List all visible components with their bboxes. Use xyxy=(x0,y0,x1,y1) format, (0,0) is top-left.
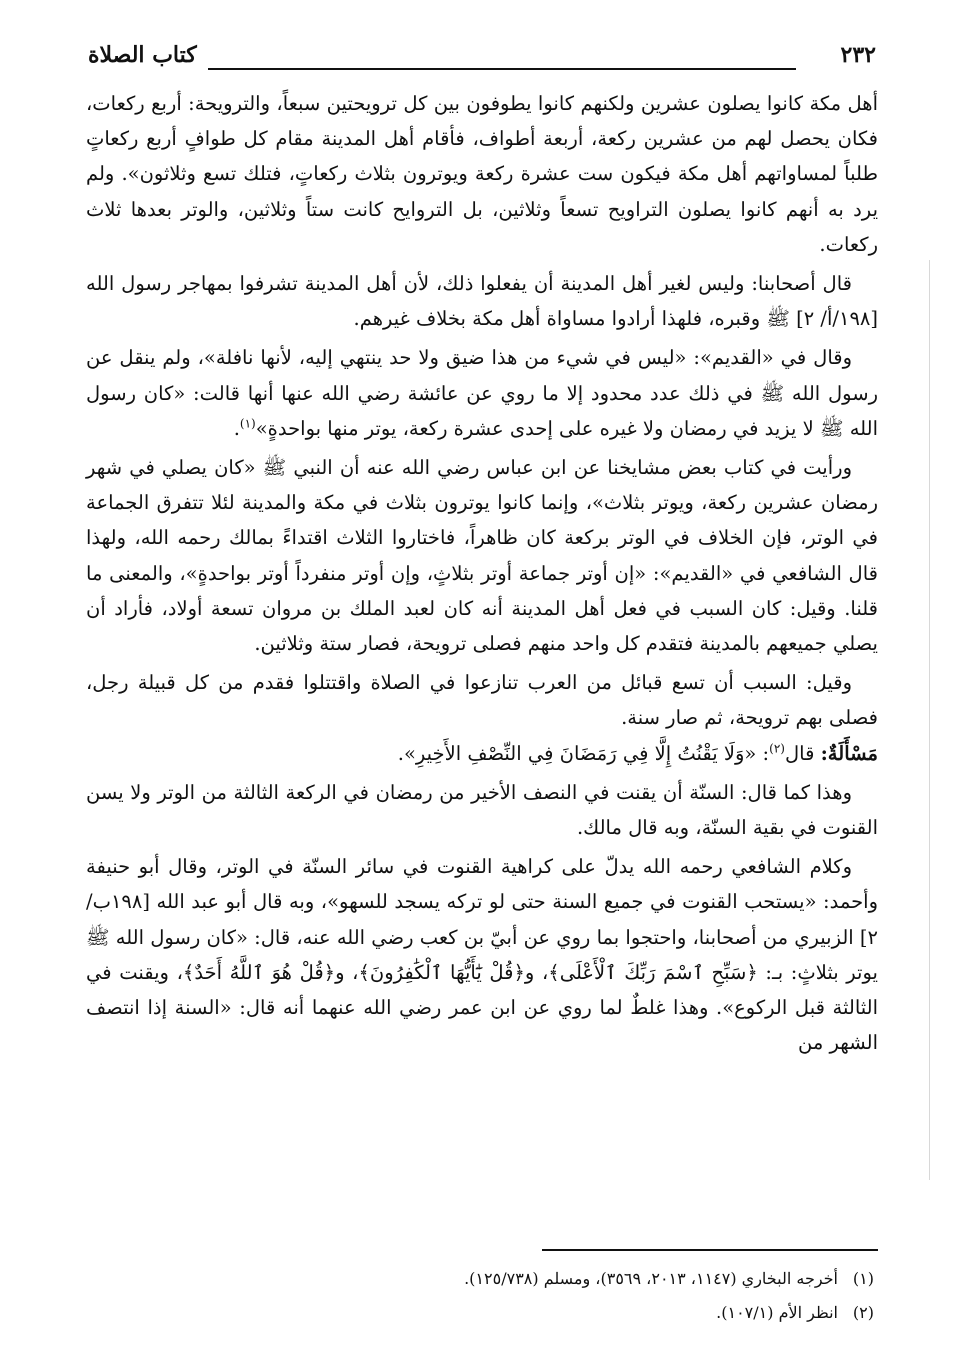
masala-line xyxy=(86,736,878,771)
footnote-ref-2: (٢) xyxy=(769,741,785,756)
masala-said: قال xyxy=(784,741,815,765)
masala-label: مَسْأَلَةٌ: xyxy=(820,741,878,765)
book-title: كتاب الصلاة xyxy=(88,42,197,68)
masala-text: : «وَلَا يَقْنُتُ إِلَّا فِي رَمَضَانَ فِي النِّصْفِ الأَخِيرِ». xyxy=(397,741,770,765)
paragraph-2: قال أصحابنا: وليس لغير أهل المدينة أن يفعلوا ذلك، لأن أهل المدينة تشرفوا بمهاجر رسول الله [١٩٨/أ/ ٢] ﷺ وقبره، فلهذا أرادوا مساواة أهل مكة بخلاف غيرهم. xyxy=(86,272,878,331)
paragraph-3-text: وقال في «القديم»: «ليس في شيء من هذا ضيق ولا حد ينتهي إليه، لأنها نافلة»، ولم ينقل عن رسول الله ﷺ في ذلك عدد محدود إلا ما روي عن عائشة رضي الله عنها أنها قالت: «كان رسول الله ﷺ لا يزيد في رمضان ولا غيره على إحدى عشرة ركعة، يوتر منها بواحدةٍ» xyxy=(86,346,878,440)
page-body xyxy=(86,86,878,1060)
footnote-1-text: أخرجه البخاري (١١٤٧، ٢٠١٣، ٣٥٦٩)، ومسلم (١٢٥/٧٣٨). xyxy=(464,1269,838,1288)
paragraph-5: وقيل: السبب أن تسع قبائل من العرب تنازعوا في الصلاة واقتتلوا فقدم من كل قبيلة رجل، فصلى بهم ترويحة، ثم صار سنة. xyxy=(86,671,878,730)
paragraph-3 xyxy=(86,340,878,446)
page-number: ٢٣٢ xyxy=(840,42,876,68)
page-header xyxy=(88,42,876,78)
footnote-1-number: (١) xyxy=(852,1269,874,1288)
paragraph-3-end: . xyxy=(233,416,240,440)
scan-margin-line xyxy=(929,260,930,1180)
footnote-2-text: انظر الأم (١٠٧/١). xyxy=(716,1303,838,1322)
footnote-ref-1: (١) xyxy=(239,416,256,431)
footnote-2 xyxy=(174,1296,874,1330)
paragraph-4: ورأيت في كتاب بعض مشايخنا عن ابن عباس رضي الله عنه أن النبي ﷺ «كان يصلي في شهر رمضان عشرين ركعة، ويوتر بثلاث»، وإنما كانوا يوترون بثلاث في مكة والمدينة لئلا تتفرق الجماعة في الوتر، فإن الخلاف في الوتر بركعة كان ظاهراً، فاختاروا الثلاث اقتداءً بمالك رحمه الله، ولهذا قال الشافعي في «القديم»: «إن أوتر جماعة أوتر بثلاثٍ، وإن أوتر منفرداً أوتر بواحدةٍ»، والمعنى ما قلنا. وقيل: كان السبب في فعل أهل المدينة أنه كان لعبد الملك بن مروان تسعة أولاد، فأراد أن يصلي جميعهم بالمدينة فتقدم كل واحد منهم فصلى ترويحة، فصار ستة وثلاثين. xyxy=(86,456,878,656)
footnote-1 xyxy=(174,1262,874,1296)
paragraph-6: وهذا كما قال: السنّة أن يقنت في النصف الأخير من رمضان في الركعة الثالثة من الوتر ولا يسن القنوت في بقية السنّة، وبه قال مالك. xyxy=(86,780,878,840)
paragraph-1: أهل مكة كانوا يصلون عشرين ولكنهم كانوا يطوفون بين كل ترويحتين سبعاً، والترويحة: أربع ركعات، فكان يحصل لهم من عشرين ركعة، أربعة أطواف، فأقام أهل المدينة مقام كل طوافٍ أربع ركعاتٍ طلباً لمساواتهم أهل مكة فيكون ست عشرة ركعة ويوترون بثلاث ركعاتٍ، فتلك تسع وثلاثون». ولم يرد به أنهم كانوا يصلون التراويح تسعاً وثلاثين، بل التروايح كانت ستاً وثلاثين، والوتر بعدها ثلاث ركعات. xyxy=(86,92,878,256)
footnote-rule xyxy=(542,1249,878,1251)
footnotes xyxy=(174,1262,874,1330)
paragraph-7: وكلام الشافعي رحمه الله يدلّ على كراهية القنوت في سائر السنّة في الوتر، وقال أبو حنيفة وأحمد: «يستحب القنوت في جميع السنة حتى لو تركه يسجد للسهو»، وبه قال أبو عبد الله [١٩٨ب/ ٢] الزبيري من أصحابنا، واحتجوا بما روي عن أبيّ بن كعب رضي الله عنه، قال: «كان رسول الله ﷺ يوتر بثلاثٍ: بـ: ﴿سَبِّحِ ٱسْمَ رَبِّكَ ٱلْأَعْلَى﴾، و﴿قُلْ يَٰٓأَيُّهَا ٱلْكَٰفِرُونَ﴾، و﴿قُلْ هُوَ ٱللَّهُ أَحَدٌ﴾، ويقنت في الثالثة قبل الركوع». وهذا غلطٌ لما روي عن ابن عمر رضي الله عنهما أنه قال: «السنة إذا انتصف الشهر من xyxy=(86,855,878,1055)
header-rule xyxy=(208,68,796,70)
footnote-2-number: (٢) xyxy=(852,1303,874,1322)
